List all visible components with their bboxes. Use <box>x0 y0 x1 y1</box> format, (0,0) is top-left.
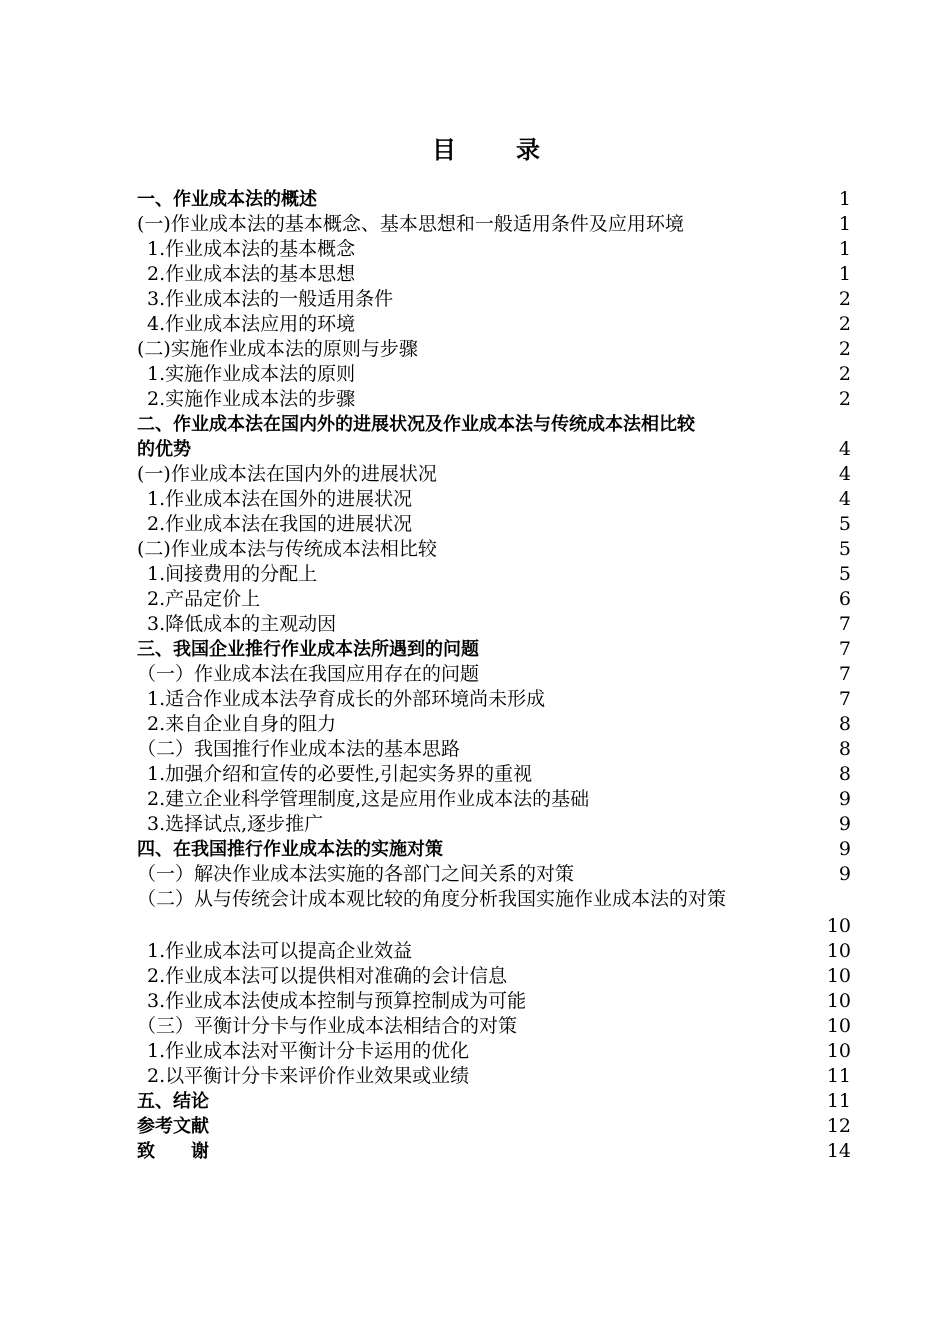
toc-entry-title: 3.作业成本法的一般适用条件 <box>147 288 394 310</box>
toc-page-number: 2 <box>838 338 851 360</box>
toc-entry-title: 3.作业成本法使成本控制与预算控制成为可能 <box>147 990 527 1012</box>
toc-page-number: 10 <box>826 940 851 962</box>
toc-entry[interactable] <box>137 637 851 662</box>
toc-page-number: 5 <box>838 513 851 535</box>
toc-entry-title: （一）解决作业成本法实施的各部门之间关系的对策 <box>137 863 575 885</box>
toc-page-number: 8 <box>838 713 851 735</box>
toc-entry[interactable] <box>137 462 851 487</box>
toc-entry-title: 2.以平衡计分卡来评价作业效果或业绩 <box>147 1065 470 1087</box>
toc-entry-title: 3.选择试点,逐步推广 <box>147 813 324 835</box>
toc-page-number: 1 <box>838 188 851 210</box>
toc-entry[interactable] <box>137 887 851 939</box>
toc-entry-title: （三）平衡计分卡与作业成本法相结合的对策 <box>137 1015 518 1037</box>
toc-entry[interactable] <box>137 412 851 462</box>
toc-page-number: 11 <box>826 1065 851 1087</box>
toc-entry-title: 一、作业成本法的概述 <box>137 189 317 210</box>
toc-entry[interactable] <box>137 737 851 762</box>
toc-entry[interactable] <box>137 362 851 387</box>
toc-entry-title: 2.实施作业成本法的步骤 <box>147 388 356 410</box>
toc-page-number: 10 <box>826 990 851 1012</box>
toc-page-number: 10 <box>826 1040 851 1062</box>
toc-entry[interactable] <box>137 687 851 712</box>
toc-entry-title-continued: 的优势 <box>137 439 191 460</box>
toc-page-number: 1 <box>838 238 851 260</box>
toc-entry-title: 二、作业成本法在国内外的进展状况及作业成本法与传统成本法相比较 <box>137 414 695 435</box>
toc-entry-title: 1.作业成本法的基本概念 <box>147 238 356 260</box>
toc-entry-title: 参考文献 <box>137 1116 209 1137</box>
toc-entry-title: 2.作业成本法可以提供相对准确的会计信息 <box>147 965 508 987</box>
toc-entry-title: （二）我国推行作业成本法的基本思路 <box>137 738 461 760</box>
toc-entry[interactable] <box>137 387 851 412</box>
toc-page-number: 9 <box>838 813 851 835</box>
toc-entry[interactable] <box>137 312 851 337</box>
toc-entry[interactable] <box>137 787 851 812</box>
toc-entry[interactable] <box>137 1089 851 1114</box>
toc-entry[interactable] <box>137 212 851 237</box>
toc-entry-title: (二)作业成本法与传统成本法相比较 <box>137 538 437 560</box>
toc-page-number: 5 <box>838 538 851 560</box>
toc-entry-title: 1.加强介绍和宣传的必要性,引起实务界的重视 <box>147 763 533 785</box>
toc-page-number: 7 <box>838 613 851 635</box>
toc-entry[interactable] <box>137 262 851 287</box>
toc-entry-title: 四、在我国推行作业成本法的实施对策 <box>137 839 443 860</box>
toc-page-number: 1 <box>838 263 851 285</box>
toc-page-number: 7 <box>838 663 851 685</box>
toc-entry-title: (一)作业成本法在国内外的进展状况 <box>137 463 437 485</box>
toc-entry[interactable] <box>137 862 851 887</box>
toc-entry[interactable] <box>137 712 851 737</box>
toc-page-number: 5 <box>838 563 851 585</box>
toc-page-number: 9 <box>838 788 851 810</box>
toc-entry[interactable] <box>137 337 851 362</box>
toc-entry-title: 2.建立企业科学管理制度,这是应用作业成本法的基础 <box>147 788 590 810</box>
toc-entry[interactable] <box>137 512 851 537</box>
toc-page-number: 12 <box>826 1115 851 1137</box>
toc-entry-title: 2.产品定价上 <box>147 588 261 610</box>
toc-entry[interactable] <box>137 762 851 787</box>
page-title: 目 录 <box>432 136 558 164</box>
toc-entry-title: 1.作业成本法对平衡计分卡运用的优化 <box>147 1040 470 1062</box>
toc-entry-title: （一）作业成本法在我国应用存在的问题 <box>137 663 480 685</box>
toc-entry-title: 2.作业成本法的基本思想 <box>147 263 356 285</box>
toc-page-number: 4 <box>838 488 851 510</box>
toc-entry-title: 致 谢 <box>137 1141 209 1162</box>
toc-page-number: 11 <box>826 1090 851 1112</box>
toc-entry[interactable] <box>137 964 851 989</box>
toc-entry-title: 1.实施作业成本法的原则 <box>147 363 356 385</box>
toc-entry[interactable] <box>137 837 851 862</box>
toc-entry-title: （二）从与传统会计成本观比较的角度分析我国实施作业成本法的对策 <box>137 888 727 910</box>
toc-entry-title: (二)实施作业成本法的原则与步骤 <box>137 338 418 360</box>
toc-entry-title: 五、结论 <box>137 1091 209 1112</box>
toc-entry-title: 三、我国企业推行作业成本法所遇到的问题 <box>137 639 479 660</box>
toc-entry[interactable] <box>137 487 851 512</box>
toc-page-number: 6 <box>838 588 851 610</box>
table-of-contents <box>137 187 851 1164</box>
toc-entry[interactable] <box>137 1114 851 1139</box>
toc-page-number: 4 <box>838 438 851 460</box>
toc-page-number: 2 <box>838 288 851 310</box>
toc-entry-title: 1.间接费用的分配上 <box>147 563 318 585</box>
toc-page-number: 1 <box>838 213 851 235</box>
toc-entry[interactable] <box>137 187 851 212</box>
toc-entry-title: 4.作业成本法应用的环境 <box>147 313 356 335</box>
toc-entry[interactable] <box>137 1014 851 1039</box>
toc-entry-title: 3.降低成本的主观动因 <box>147 613 337 635</box>
toc-page-number: 9 <box>838 838 851 860</box>
toc-entry[interactable] <box>137 989 851 1014</box>
toc-entry-title: 2.来自企业自身的阻力 <box>147 713 337 735</box>
toc-page-number: 9 <box>838 863 851 885</box>
toc-page-number: 2 <box>838 363 851 385</box>
toc-entry-title: 1.作业成本法在国外的进展状况 <box>147 488 413 510</box>
toc-entry[interactable] <box>137 612 851 637</box>
toc-entry[interactable] <box>137 939 851 964</box>
toc-entry-title: 1.适合作业成本法孕育成长的外部环境尚未形成 <box>147 688 546 710</box>
toc-page-number: 10 <box>826 965 851 987</box>
toc-entry[interactable] <box>137 1064 851 1089</box>
toc-entry-title: 1.作业成本法可以提高企业效益 <box>147 940 413 962</box>
toc-page-number: 4 <box>838 463 851 485</box>
toc-page-number: 14 <box>826 1140 851 1162</box>
toc-entry[interactable] <box>137 812 851 837</box>
toc-entry[interactable] <box>137 562 851 587</box>
toc-page-number: 8 <box>838 738 851 760</box>
toc-page-number: 10 <box>826 1015 851 1037</box>
toc-entry[interactable] <box>137 237 851 262</box>
toc-page-number: 10 <box>826 915 851 937</box>
toc-entry[interactable] <box>137 537 851 562</box>
toc-entry-title: (一)作业成本法的基本概念、基本思想和一般适用条件及应用环境 <box>137 213 684 235</box>
toc-page-number: 7 <box>838 688 851 710</box>
toc-page-number: 2 <box>838 388 851 410</box>
toc-entry-title: 2.作业成本法在我国的进展状况 <box>147 513 413 535</box>
toc-entry[interactable] <box>137 1039 851 1064</box>
toc-page-number: 2 <box>838 313 851 335</box>
toc-entry[interactable] <box>137 1139 851 1164</box>
toc-entry[interactable] <box>137 287 851 312</box>
toc-entry[interactable] <box>137 662 851 687</box>
toc-page-number: 8 <box>838 763 851 785</box>
toc-entry[interactable] <box>137 587 851 612</box>
toc-page-number: 7 <box>838 638 851 660</box>
